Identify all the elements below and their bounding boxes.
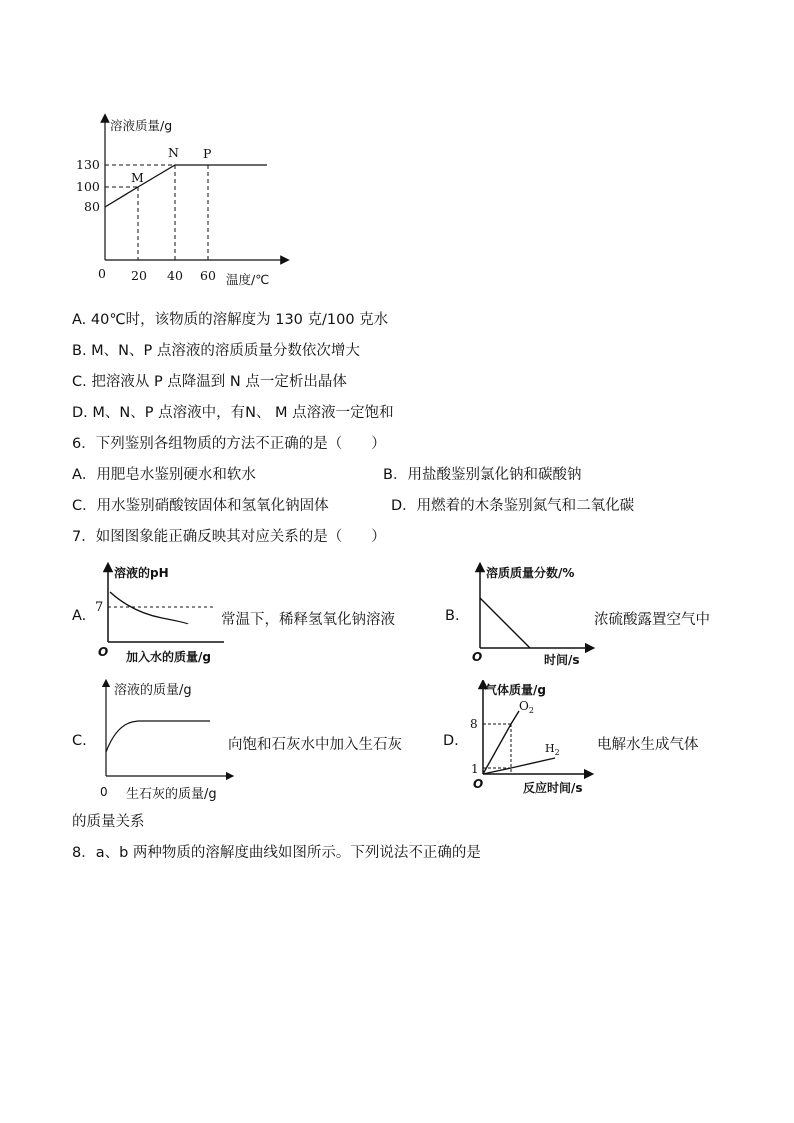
graph-c-curve [106,721,210,752]
q7-graph-d [467,680,597,798]
q6-option-a: A．用肥皂水鉴别硬水和软水 [72,467,256,483]
q7-graph-b [466,562,596,668]
graph-a-y-title: 溶液的pH [114,566,169,580]
graph-d-o2-line [483,711,519,774]
q7-option-c-tail: 的质量关系 [72,814,145,830]
point-label-m: M [131,170,144,185]
graph-d-tick-8: 8 [470,717,478,731]
q8-stem: 8．a、b 两种物质的溶解度曲线如图所示。下列说法不正确的是 [72,845,481,861]
q7-graph-a [92,562,232,666]
graph-b-x-title: 时间/s [544,653,580,667]
q6-option-d: D．用燃着的木条鉴别氮气和二氧化碳 [391,498,635,514]
graph-b-origin: O [472,650,483,664]
y-tick-80: 80 [84,199,100,214]
q7-option-b-letter: B. [445,608,460,624]
q7-stem: 7．如图图象能正确反映其对应关系的是（ ） [72,529,386,545]
q6-option-b: B．用盐酸鉴别氯化钠和碳酸钠 [383,467,582,483]
graph-d-x-title: 反应时间/s [523,781,583,795]
graph-b-line [480,598,530,648]
x-tick-20: 20 [131,268,147,283]
graph-c-origin: 0 [100,785,108,799]
q7-option-a-desc: 常温下，稀释氢氧化钠溶液 [221,612,395,628]
q5-option-d: D. M、N、P 点溶液中，有N、 M 点溶液一定饱和 [72,405,394,421]
y-axis-title: 溶液质量/g [110,118,173,133]
q7-option-d-desc: 电解水生成气体 [597,737,699,753]
graph-c-x-title: 生石灰的质量/g [126,787,217,802]
q6-option-c: C．用水鉴别硝酸铵固体和氢氧化钠固体 [72,498,329,514]
solution-mass-graph-svg [60,108,300,298]
q7-option-c-desc: 向饱和石灰水中加入生石灰 [228,737,402,753]
solution-mass-graph [60,108,300,298]
graph-b-y-title: 溶质质量分数/% [486,566,575,580]
q7-graph-c [92,678,237,804]
q5-option-a: A. 40℃时，该物质的溶解度为 130 克/100 克水 [72,312,389,328]
graph-d-h2-label: $H_2$ [545,742,560,757]
y-tick-130: 130 [76,157,100,172]
x-axis-title: 温度/℃ [226,272,270,287]
graph-a-origin: O [98,645,109,659]
graph-c-y-title: 溶液的质量/g [114,683,192,698]
q5-option-b: B. M、N、P 点溶液的溶质质量分数依次增大 [72,343,360,359]
q6-stem: 6．下列鉴别各组物质的方法不正确的是（ ） [72,436,386,452]
point-label-n: N [168,145,179,160]
q7-option-a-letter: A. [72,608,87,624]
graph-d-tick-1: 1 [471,762,479,776]
q7-option-c-letter: C. [72,733,87,749]
x-tick-0: 0 [98,266,106,281]
q7-option-d-letter: D. [443,733,459,749]
x-tick-60: 60 [200,268,216,283]
graph-d-o2-label: $O_2$ [519,699,534,715]
x-tick-40: 40 [167,268,183,283]
graph-a-tick-7: 7 [95,600,104,615]
graph-a-x-title: 加入水的质量/g [126,650,211,664]
graph-a-curve [110,592,188,624]
solution-mass-curve [105,165,267,207]
point-label-p: P [203,146,212,161]
q7-option-b-desc: 浓硫酸露置空气中 [594,612,710,628]
graph-d-y-title: 气体质量/g [485,683,546,697]
graph-d-h2-line [483,758,555,774]
y-tick-100: 100 [76,179,100,194]
q5-option-c: C. 把溶液从 P 点降温到 N 点一定析出晶体 [72,374,347,390]
graph-d-origin: O [473,777,484,791]
